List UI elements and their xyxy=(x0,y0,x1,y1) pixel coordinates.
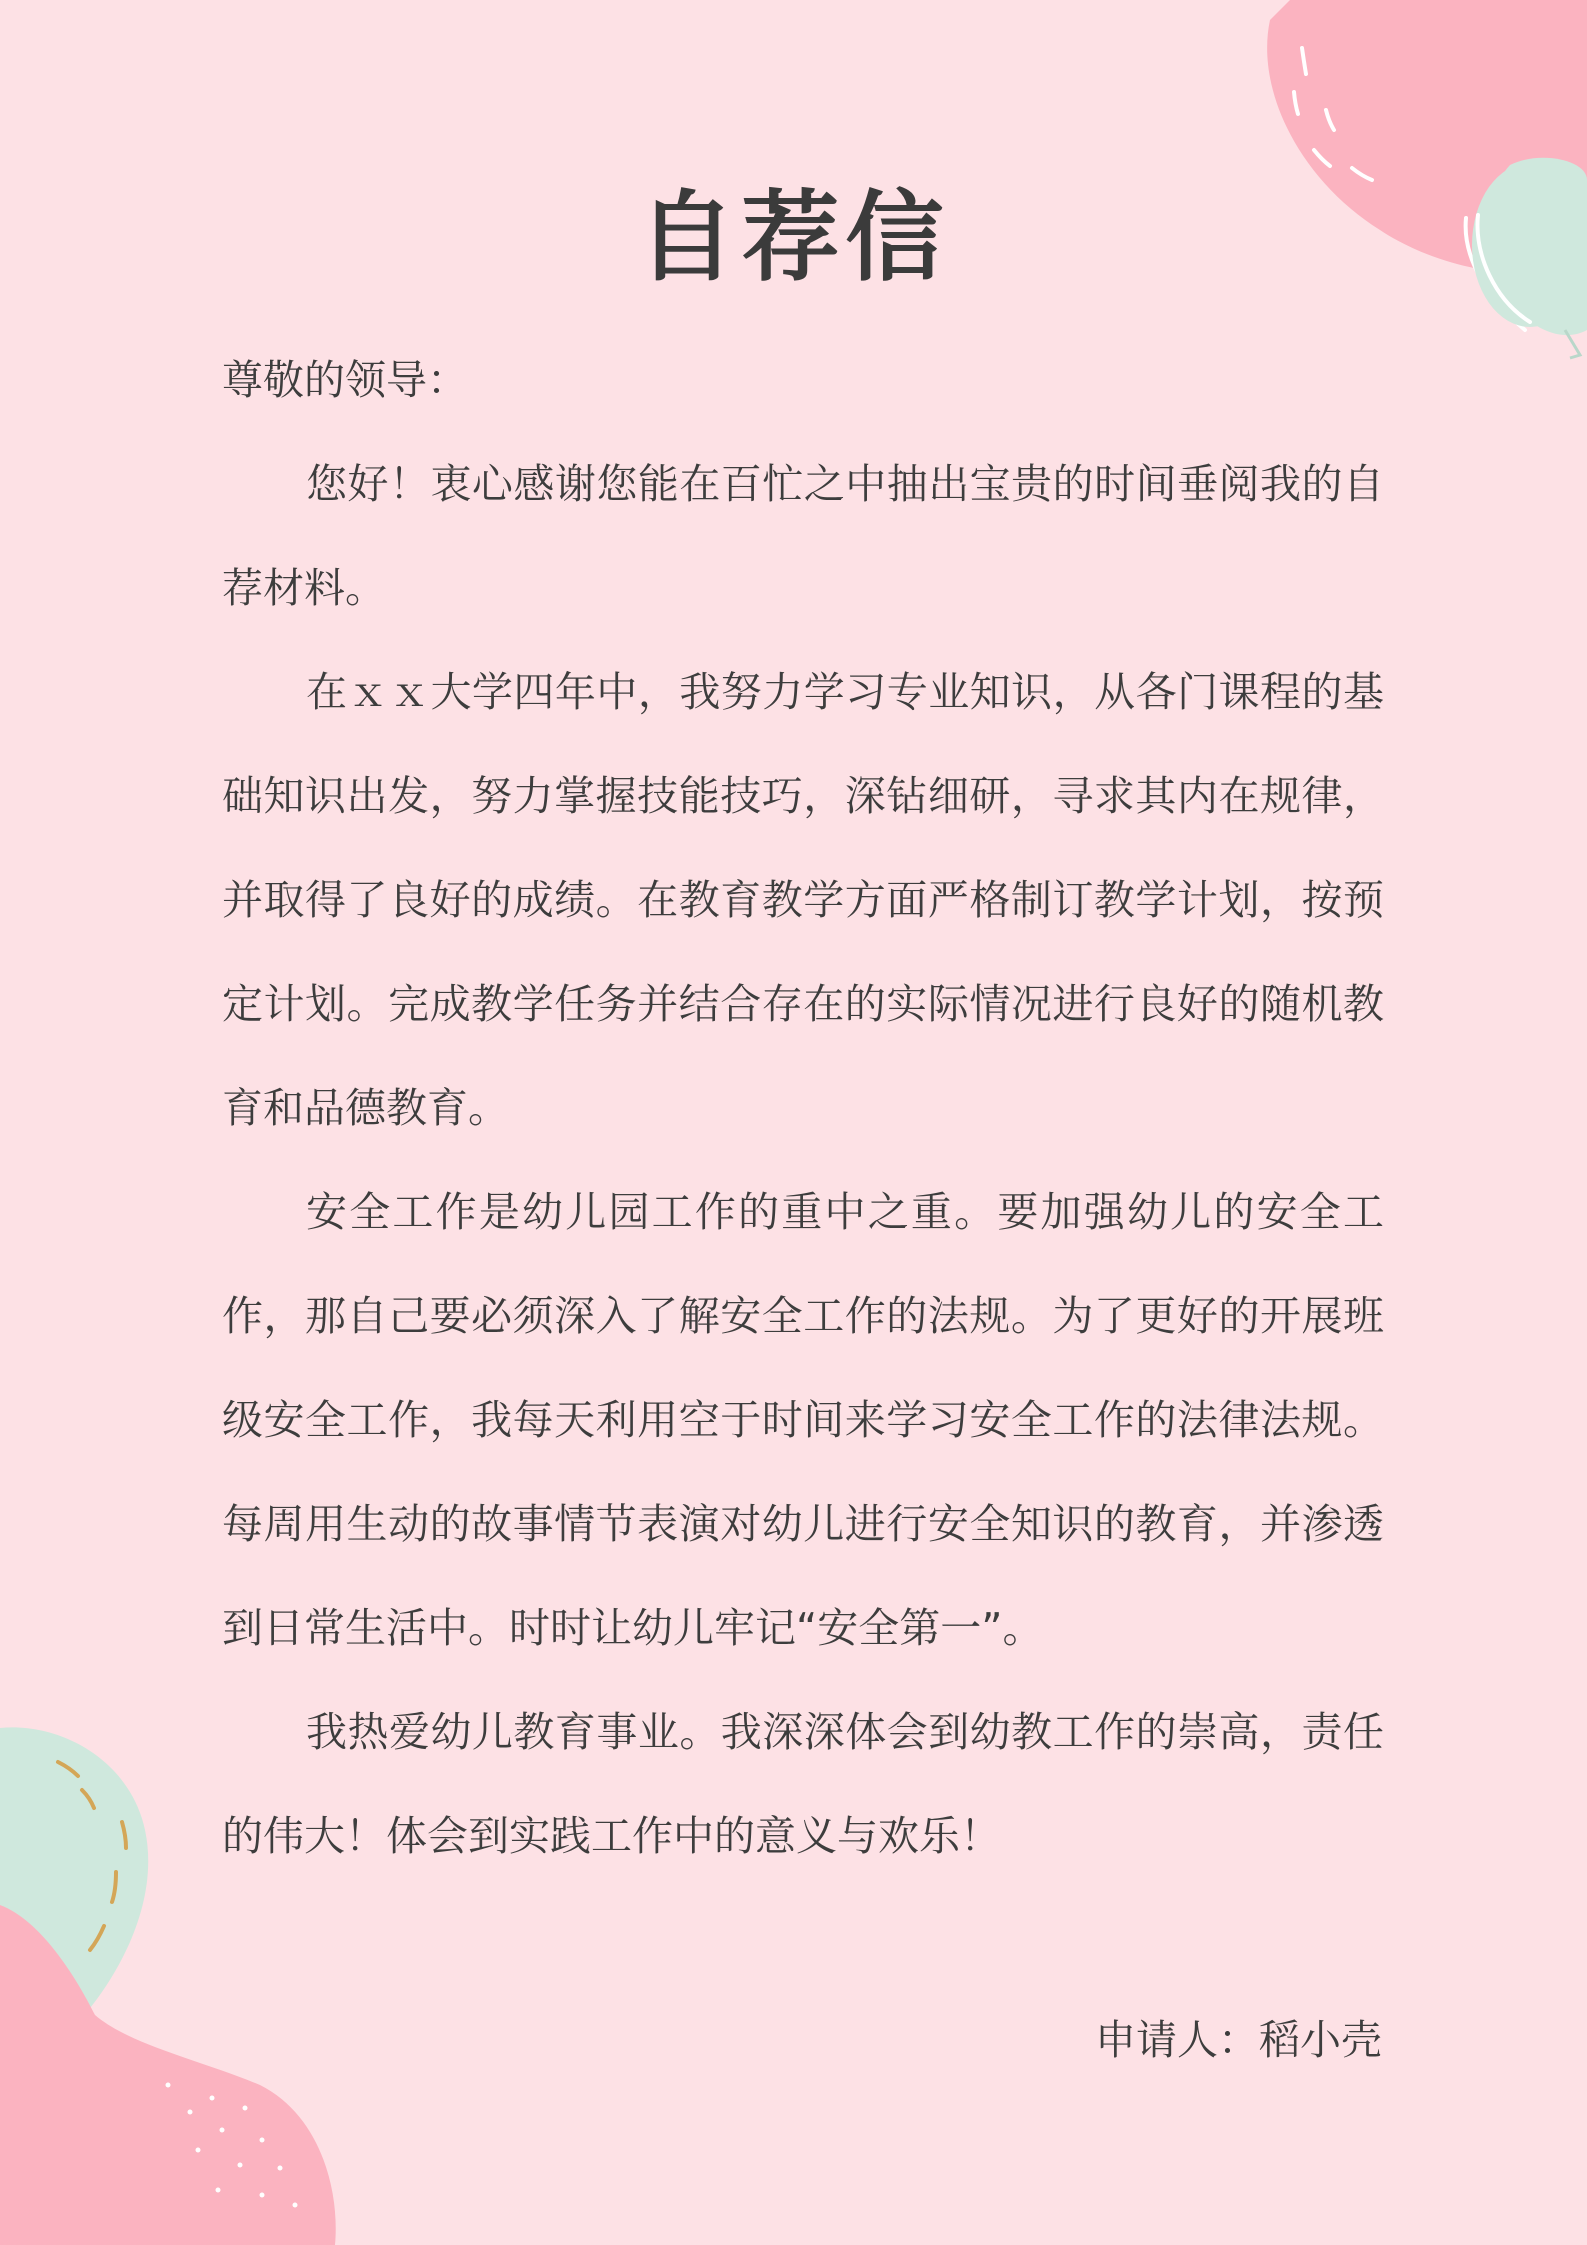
signature xyxy=(1095,2000,1382,2080)
pink-balloon-bottom-left-icon xyxy=(0,1905,336,2245)
signature-name: 稻小壳 xyxy=(1259,2016,1382,2064)
signature-label: 申请人： xyxy=(1095,2016,1259,2064)
letter-body xyxy=(222,328,1384,1888)
paragraph: 安全工作是幼儿园工作的重中之重。要加强幼儿的安全工作，那自己要必须深入了解安全工作的法规。为了更好的开展班级安全工作，我每天利用空于时间来学习安全工作的法律法规。每周用生动的故事情节表演对幼儿进行安全知识的教育，并渗透到日常生活中。时时让幼儿牢记“安全第一”。 xyxy=(222,1188,1384,1652)
paragraph: 在ｘｘ大学四年中，我努力学习专业知识，从各门课程的基础知识出发，努力掌握技能技巧，深钻细研，寻求其内在规律，并取得了良好的成绩。在教育教学方面严格制订教学计划，按预定计划。完成教学任务并结合存在的实际情况进行良好的随机教育和品德教育。 xyxy=(222,668,1384,1132)
greeting: 尊敬的领导： xyxy=(222,356,468,404)
document-title: 自荐信 xyxy=(637,181,950,295)
paragraph: 您好！衷心感谢您能在百忙之中抽出宝贵的时间垂阅我的自荐材料。 xyxy=(222,460,1384,612)
paragraph: 我热爱幼儿教育事业。我深深体会到幼教工作的崇高，责任的伟大！体会到实践工作中的意义与欢乐！ xyxy=(222,1708,1384,1860)
